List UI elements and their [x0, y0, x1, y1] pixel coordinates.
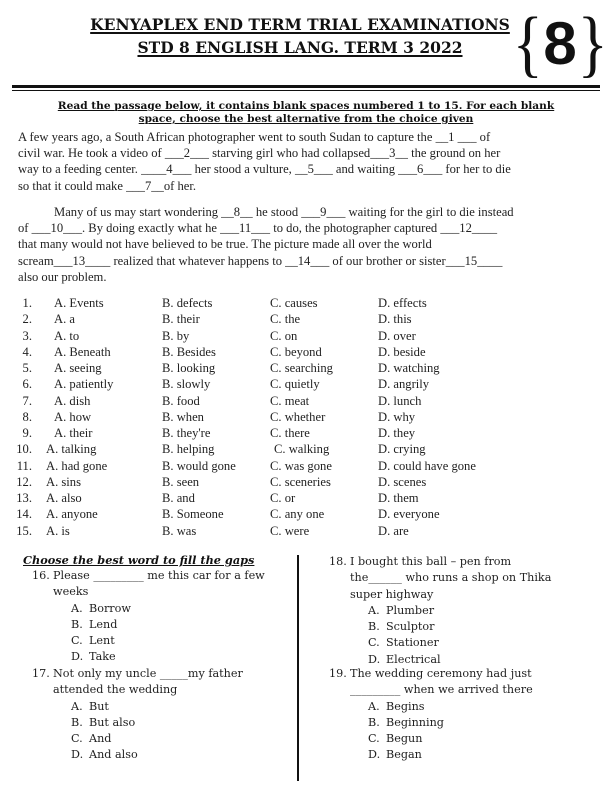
option-d[interactable]: D. crying	[378, 442, 426, 457]
option-b[interactable]: B. would gone	[162, 458, 236, 473]
choice-letter: A.	[71, 601, 83, 615]
option-c[interactable]: C. searching	[270, 361, 333, 375]
choice-d[interactable]	[368, 747, 604, 763]
question-stem	[32, 666, 292, 699]
choice-letter: C.	[71, 634, 83, 648]
question-number: 3.	[22, 328, 32, 343]
option-a[interactable]: A. a	[54, 312, 75, 327]
choice-c[interactable]	[368, 731, 604, 747]
option-row	[0, 328, 612, 344]
choices-list	[32, 699, 292, 764]
option-c[interactable]: C. causes	[270, 296, 318, 310]
class-badge	[512, 3, 608, 85]
option-a[interactable]: A. to	[54, 328, 80, 343]
section1-instructions	[20, 100, 592, 126]
choice-text: Begun	[386, 732, 423, 746]
option-c[interactable]: C. there	[270, 426, 310, 440]
exam-title: KENYAPLEX END TERM TRIAL EXAMINATIONS	[90, 15, 510, 34]
question-number: 13.	[16, 491, 32, 505]
exam-subtitle: STD 8 ENGLISH LANG. TERM 3 2022	[137, 38, 463, 57]
choice-letter: C.	[368, 636, 380, 650]
option-d[interactable]: D. beside	[378, 344, 426, 359]
choice-text: And	[89, 732, 112, 746]
choice-b[interactable]	[368, 619, 604, 635]
option-d[interactable]: D. could have gone	[378, 458, 476, 473]
choice-letter: A.	[71, 699, 83, 713]
question-number: 4.	[22, 344, 32, 359]
question-19	[329, 666, 604, 764]
choices-list	[329, 699, 604, 764]
header-divider-thick	[12, 85, 600, 88]
option-b[interactable]: B. slowly	[162, 377, 211, 392]
choice-text: Plumber	[386, 603, 435, 617]
option-c[interactable]: C. meat	[270, 393, 310, 408]
question-17	[32, 666, 292, 764]
choice-c[interactable]	[368, 635, 604, 651]
passage-line: way to a feeding center. ____4___ her stood a vulture, __5___ and waiting ___6___ for her to die	[18, 162, 511, 177]
option-row	[0, 376, 612, 392]
choice-letter: B.	[71, 617, 83, 631]
option-row	[0, 295, 612, 311]
choice-text: Begins	[386, 699, 425, 713]
question-number: 7.	[22, 393, 32, 408]
question-number: 9.	[22, 426, 32, 440]
question-number: 11.	[16, 458, 32, 473]
question-number: 2.	[22, 312, 32, 327]
question-stem	[329, 666, 604, 699]
option-row	[0, 490, 612, 506]
option-c[interactable]: C. quietly	[270, 377, 320, 392]
option-a[interactable]: A. is	[46, 523, 70, 538]
option-d[interactable]: D. angrily	[378, 377, 430, 392]
choices-list	[32, 601, 292, 666]
option-b[interactable]: B. and	[162, 491, 195, 505]
option-a[interactable]: A. sins	[46, 474, 81, 489]
passage-paragraph-1	[18, 129, 603, 194]
instructions-line: Read the passage below, it contains blank spaces numbered 1 to 15. For each blank	[57, 100, 555, 112]
option-c[interactable]: C. on	[270, 328, 298, 343]
choice-text: Began	[386, 748, 422, 762]
stem-line: the______ who runs a shop on Thika	[350, 571, 552, 585]
option-row	[0, 360, 612, 376]
choice-text: Electrical	[386, 652, 441, 666]
option-c[interactable]: C. sceneries	[270, 474, 331, 489]
choice-text: Stationer	[386, 636, 439, 650]
choice-text: Take	[89, 650, 116, 664]
choice-text: Beginning	[386, 715, 444, 729]
option-b[interactable]: B. they're	[162, 426, 211, 440]
section2-heading: Choose the best word to fill the gaps	[23, 553, 255, 567]
question-number: 12.	[16, 474, 32, 489]
choice-letter: D.	[71, 650, 84, 664]
passage-line: scream___13____ realized that whatever happens to __14___ of our brother or sister___15____	[18, 253, 503, 268]
option-c[interactable]: C. walking	[274, 442, 330, 457]
option-d[interactable]: D. over	[378, 328, 416, 343]
passage-line: A few years ago, a South African photographer went to south Sudan to capture the __1 ___ of	[18, 130, 491, 144]
option-row	[0, 506, 612, 522]
open-brace-icon: {	[512, 3, 543, 85]
option-b[interactable]: B. Someone	[162, 507, 224, 522]
option-d[interactable]: D. they	[378, 426, 416, 440]
choice-b[interactable]	[368, 715, 604, 731]
question-18	[329, 554, 604, 668]
stem-line: I bought this ball – pen from	[350, 555, 512, 568]
choice-b[interactable]	[71, 617, 292, 633]
option-a[interactable]: A. dish	[54, 393, 91, 408]
choice-letter: C.	[368, 732, 380, 746]
option-c[interactable]: C. were	[270, 523, 310, 538]
class-number: 8	[543, 10, 577, 77]
choice-a[interactable]	[368, 603, 604, 619]
option-c[interactable]: C. was gone	[270, 458, 332, 473]
option-b[interactable]: B. Besides	[162, 344, 216, 359]
question-number: 15.	[16, 523, 32, 538]
column-divider	[297, 555, 299, 781]
choice-a[interactable]	[368, 699, 604, 715]
choice-letter: C.	[71, 732, 83, 746]
choice-text: Borrow	[89, 601, 131, 615]
passage-line: of ___10___. By doing exactly what he ___11___ to do, the photographer captured ___12____	[18, 221, 498, 236]
option-d[interactable]: D. everyone	[378, 507, 440, 522]
option-row	[0, 474, 612, 490]
option-c[interactable]: C. or	[270, 491, 296, 505]
option-a[interactable]: A. their	[54, 426, 93, 440]
question-number: 8.	[22, 409, 32, 424]
choice-a[interactable]	[71, 699, 292, 715]
question-number: 16.	[32, 569, 50, 582]
choice-c[interactable]	[71, 633, 292, 649]
question-number: 6.	[22, 377, 32, 392]
option-a[interactable]: A. Events	[54, 296, 104, 310]
passage-line: also our problem.	[18, 269, 107, 284]
stem-line: Please _________ me this car for a few	[53, 569, 265, 582]
option-row	[0, 425, 612, 441]
choice-letter: B.	[368, 620, 380, 634]
option-d[interactable]: D. why	[378, 409, 416, 424]
choice-text: Lend	[89, 617, 118, 631]
option-b[interactable]: B. helping	[162, 442, 215, 457]
option-d[interactable]: D. this	[378, 312, 412, 327]
option-row	[0, 523, 612, 539]
passage-paragraph-2	[18, 204, 603, 285]
option-d[interactable]: D. them	[378, 491, 419, 505]
option-c[interactable]: C. any one	[270, 507, 325, 522]
option-b[interactable]: B. when	[162, 409, 204, 424]
option-a[interactable]: A. how	[54, 409, 92, 424]
header-divider-thin	[12, 90, 600, 91]
choice-d[interactable]	[71, 649, 292, 665]
option-a[interactable]: A. patiently	[54, 377, 114, 392]
choice-letter: A.	[368, 699, 380, 713]
choice-b[interactable]	[71, 715, 292, 731]
option-row	[0, 441, 612, 457]
passage-line: that many would not have believed to be true. The picture made all over the world	[18, 237, 432, 252]
passage-line: so that it could make ___7__of her.	[18, 178, 197, 193]
question-number: 18.	[329, 555, 347, 568]
question-stem	[32, 568, 292, 601]
choice-text: Lent	[89, 634, 115, 648]
choice-d[interactable]	[71, 747, 292, 763]
option-a[interactable]: A. Beneath	[54, 344, 111, 359]
choice-a[interactable]	[71, 601, 292, 617]
stem-line: The wedding ceremony had just	[350, 667, 532, 680]
option-c[interactable]: C. beyond	[270, 344, 322, 359]
stem-line: attended the wedding	[53, 683, 178, 697]
choice-letter: B.	[71, 715, 83, 729]
choice-letter: D.	[368, 748, 381, 762]
question-16	[32, 568, 292, 666]
option-a[interactable]: A. seeing	[54, 361, 102, 375]
option-d[interactable]: D. effects	[378, 296, 427, 310]
stem-line: super highway	[350, 587, 434, 601]
stem-line: _________ when we arrived there	[350, 683, 533, 697]
stem-line: weeks	[53, 585, 89, 599]
question-number: 17.	[32, 667, 50, 680]
option-a[interactable]: A. talking	[46, 442, 97, 457]
option-c[interactable]: C. whether	[270, 409, 326, 424]
passage-line: civil war. He took a video of ___2___ starving girl who had collapsed___3__ the ground on her	[18, 146, 501, 161]
choice-c[interactable]	[71, 731, 292, 747]
question-stem	[329, 554, 604, 603]
option-d[interactable]: D. scenes	[378, 474, 427, 489]
option-d[interactable]: D. watching	[378, 361, 440, 375]
choice-text: But also	[89, 715, 136, 729]
option-b[interactable]: B. their	[162, 312, 200, 327]
choice-letter: D.	[368, 652, 381, 666]
option-row	[0, 458, 612, 474]
option-row	[0, 311, 612, 327]
stem-line: Not only my uncle _____my father	[53, 667, 243, 680]
choice-letter: A.	[368, 603, 380, 617]
choice-letter: B.	[368, 715, 380, 729]
instructions-line: space, choose the best alternative from the choice given	[138, 113, 474, 125]
option-a[interactable]: A. anyone	[46, 507, 98, 522]
question-number: 10.	[16, 442, 32, 457]
option-a[interactable]: A. had gone	[46, 458, 108, 473]
options-grid	[0, 295, 612, 539]
choices-list	[329, 603, 604, 668]
option-b[interactable]: B. seen	[162, 474, 200, 489]
question-number: 5.	[22, 361, 32, 375]
option-b[interactable]: B. was	[162, 523, 197, 538]
option-b[interactable]: B. looking	[162, 361, 216, 375]
option-c[interactable]: C. the	[270, 312, 301, 327]
option-d[interactable]: D. are	[378, 523, 409, 538]
choice-letter: D.	[71, 748, 84, 762]
option-row	[0, 344, 612, 360]
choice-text: And also	[89, 748, 138, 762]
option-d[interactable]: D. lunch	[378, 393, 422, 408]
option-b[interactable]: B. defects	[162, 296, 213, 310]
question-number: 19.	[329, 667, 347, 680]
choice-text: Sculptor	[386, 620, 435, 634]
question-number: 14.	[16, 507, 32, 522]
choice-text: But	[89, 699, 109, 713]
option-row	[0, 409, 612, 425]
option-b[interactable]: B. food	[162, 393, 200, 408]
question-number: 1.	[22, 296, 32, 310]
close-brace-icon: }	[577, 3, 608, 85]
option-b[interactable]: B. by	[162, 328, 190, 343]
option-row	[0, 393, 612, 409]
passage-line: Many of us may start wondering __8__ he stood ___9___ waiting for the girl to die instead	[54, 205, 514, 219]
option-a[interactable]: A. also	[46, 491, 82, 505]
